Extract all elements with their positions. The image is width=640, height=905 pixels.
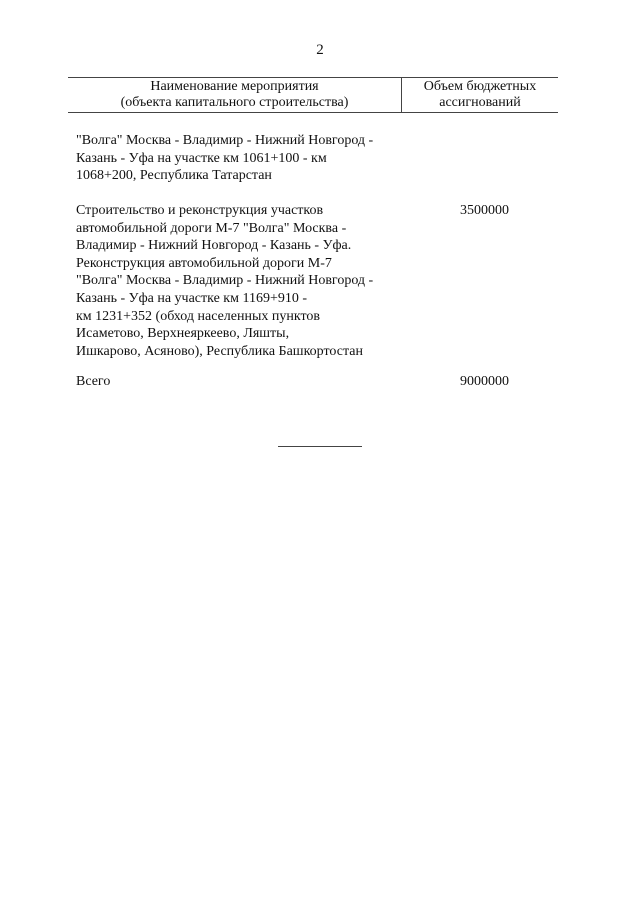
event-name — [76, 202, 416, 360]
header-event-name-line: (объекта капитального строительства) — [120, 95, 349, 110]
page-number: 2 — [316, 42, 324, 58]
event-name-line: 1068+200, Республика Татарстан — [76, 168, 272, 184]
event-name-line: автомобильной дороги М-7 "Волга" Москва - — [76, 220, 347, 236]
event-name — [76, 132, 416, 185]
event-name-line: Казань - Уфа на участке км 1169+910 - — [76, 290, 308, 306]
event-name-line: Казань - Уфа на участке км 1061+100 - км — [76, 150, 327, 166]
budget-amount: 3500000 — [460, 203, 509, 218]
budget-table — [68, 77, 558, 389]
event-name-line: км 1231+352 (обход населенных пунктов — [76, 308, 321, 324]
event-name-line: "Волга" Москва - Владимир - Нижний Новгород - — [76, 133, 374, 148]
event-name-line: Владимир - Нижний Новгород - Казань - Уфа. — [76, 238, 352, 254]
event-name-line: "Волга" Москва - Владимир - Нижний Новгород - — [76, 273, 374, 289]
table-row — [76, 132, 558, 185]
table-row-total — [76, 373, 558, 391]
table-header — [68, 77, 558, 113]
event-name-line: Реконструкция автомобильной дороги М-7 — [76, 255, 332, 271]
header-event-name-line: Наименование мероприятия — [150, 79, 319, 94]
table-row — [76, 202, 558, 360]
event-name-line: Ишкарово, Асяново), Республика Башкортостан — [76, 343, 363, 359]
header-budget-amount — [402, 78, 558, 112]
header-budget-amount-line: Объем бюджетных — [423, 79, 537, 94]
total-label — [76, 373, 416, 391]
end-divider — [278, 446, 362, 447]
total-label-text: Всего — [76, 374, 111, 389]
header-event-name — [68, 78, 402, 112]
header-budget-amount-line: ассигнований — [439, 95, 521, 110]
event-name-line: Строительство и реконструкция участков — [76, 203, 324, 218]
event-name-line: Исаметово, Верхнеяркеево, Ляшты, — [76, 326, 290, 342]
total-amount: 9000000 — [460, 374, 509, 389]
